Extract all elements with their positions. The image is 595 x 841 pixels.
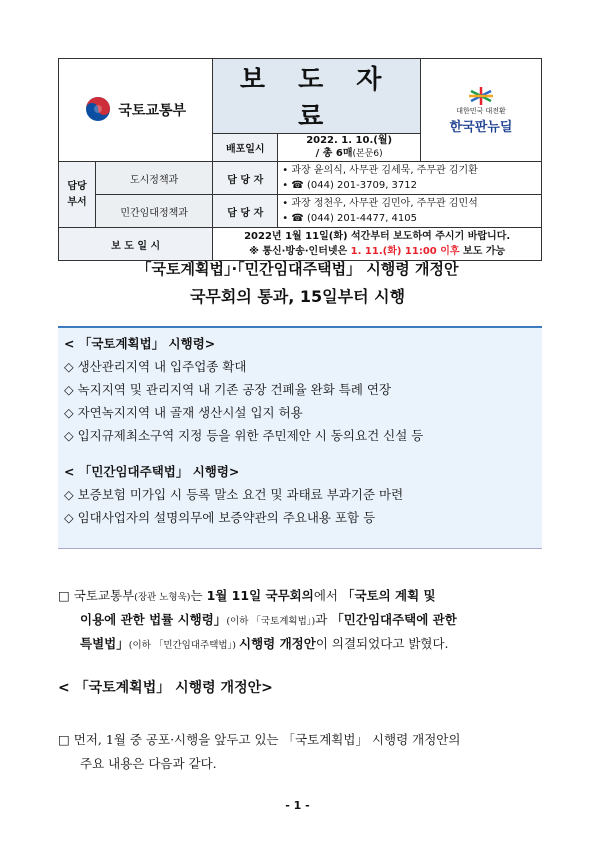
contact-dept-label: 담당 부서 (59, 162, 96, 228)
summary-item: ◇ 녹지지역 및 관리지역 내 기존 공장 건폐율 완화 특례 연장 (64, 382, 392, 397)
newdeal-small-text: 대한민국 대전환 (456, 106, 506, 115)
para1-line3: 특별법」(이하 「민간임대주택법」) 시행령 개정안이 의결되었다고 밝혔다. (80, 636, 449, 651)
header-table (58, 58, 542, 261)
dept2-person-label: 담 당 자 (213, 195, 278, 228)
summary-item: ◇ 자연녹지지역 내 골재 생산시설 입지 허용 (64, 405, 303, 420)
distribution-pages: / 총 6매(본문6) (315, 148, 383, 159)
section-heading: < 「국토계획법」 시행령 개정안> (58, 680, 273, 696)
summary-box (58, 326, 542, 549)
report-date-info (213, 228, 542, 261)
dept1-name: 도시정책과 (96, 162, 213, 195)
summary-item: ◇ 보증보험 미가입 시 등록 말소 요건 및 과태료 부과기준 마련 (64, 487, 404, 502)
report-date-label: 보 도 일 시 (59, 228, 213, 261)
dept2-contact (278, 195, 542, 228)
para1-line1: □ 국토교통부(장관 노형욱)는 1월 11일 국무회의에서 「국토의 계획 및 (58, 588, 436, 603)
dept2-people: • 과장 정천우, 사무관 김민아, 주무관 김민석 (282, 198, 478, 209)
para1-line2: 이용에 관한 법률 시행령」(이하 「국토계획법」)과 「민간임대주택에 관한 (80, 612, 457, 627)
para2-line2: 주요 내용은 다음과 같다. (80, 756, 217, 771)
dept1-phone: • ☎ (044) 201-3709, 3712 (282, 180, 417, 191)
summary-item: ◇ 입지규제최소구역 지정 등을 위한 주민제안 시 동의요건 신설 등 (64, 428, 424, 443)
report-date-line1: 2022년 1월 11일(화) 석간부터 보도하여 주시기 바랍니다. (244, 231, 511, 242)
summary-item: ◇ 임대사업자의 설명의무에 보증약관의 주요내용 포함 등 (64, 510, 376, 525)
ministry-logo-cell (59, 59, 213, 162)
dept2-name: 민간임대정책과 (96, 195, 213, 228)
summary-item: ◇ 생산관리지역 내 입주업종 확대 (64, 359, 247, 374)
press-release-title: 보 도 자 료 (213, 59, 421, 134)
dept1-contact (278, 162, 542, 195)
report-date-line2: ※ 통신·방송·인터넷은 1. 11.(화) 11:00 이후 보도 가능 (249, 246, 506, 257)
dept1-people: • 과장 윤의식, 사무관 김세묵, 주무관 김기환 (282, 165, 478, 176)
newdeal-logo-icon (425, 86, 537, 106)
summary-section1-title: < 「국토계획법」 시행령> (64, 336, 216, 351)
ministry-logo-icon (85, 96, 111, 125)
dept2-phone: • ☎ (044) 201-4477, 4105 (282, 213, 417, 224)
ministry-name: 국토교통부 (118, 103, 187, 119)
para2-line1: □ 먼저, 1월 중 공포·시행을 앞두고 있는 「국토계획법」 시행령 개정안의 (58, 732, 461, 747)
summary-section2-title: < 「민간임대주택법」 시행령> (64, 464, 240, 479)
distribution-date (278, 134, 421, 162)
newdeal-logo-cell (421, 59, 542, 162)
dept1-person-label: 담 당 자 (213, 162, 278, 195)
page-number: - 1 - (285, 799, 310, 812)
newdeal-name: 한국판뉴딜 (449, 119, 513, 135)
distribution-label: 배포일시 (213, 134, 278, 162)
headline-line2: 국무회의 통과, 15일부터 시행 (189, 287, 406, 306)
headline-line1: 「국토계획법」·「민간임대주택법」 시행령 개정안 (136, 260, 459, 278)
distribution-date-text: 2022. 1. 10.(월) (306, 135, 393, 146)
